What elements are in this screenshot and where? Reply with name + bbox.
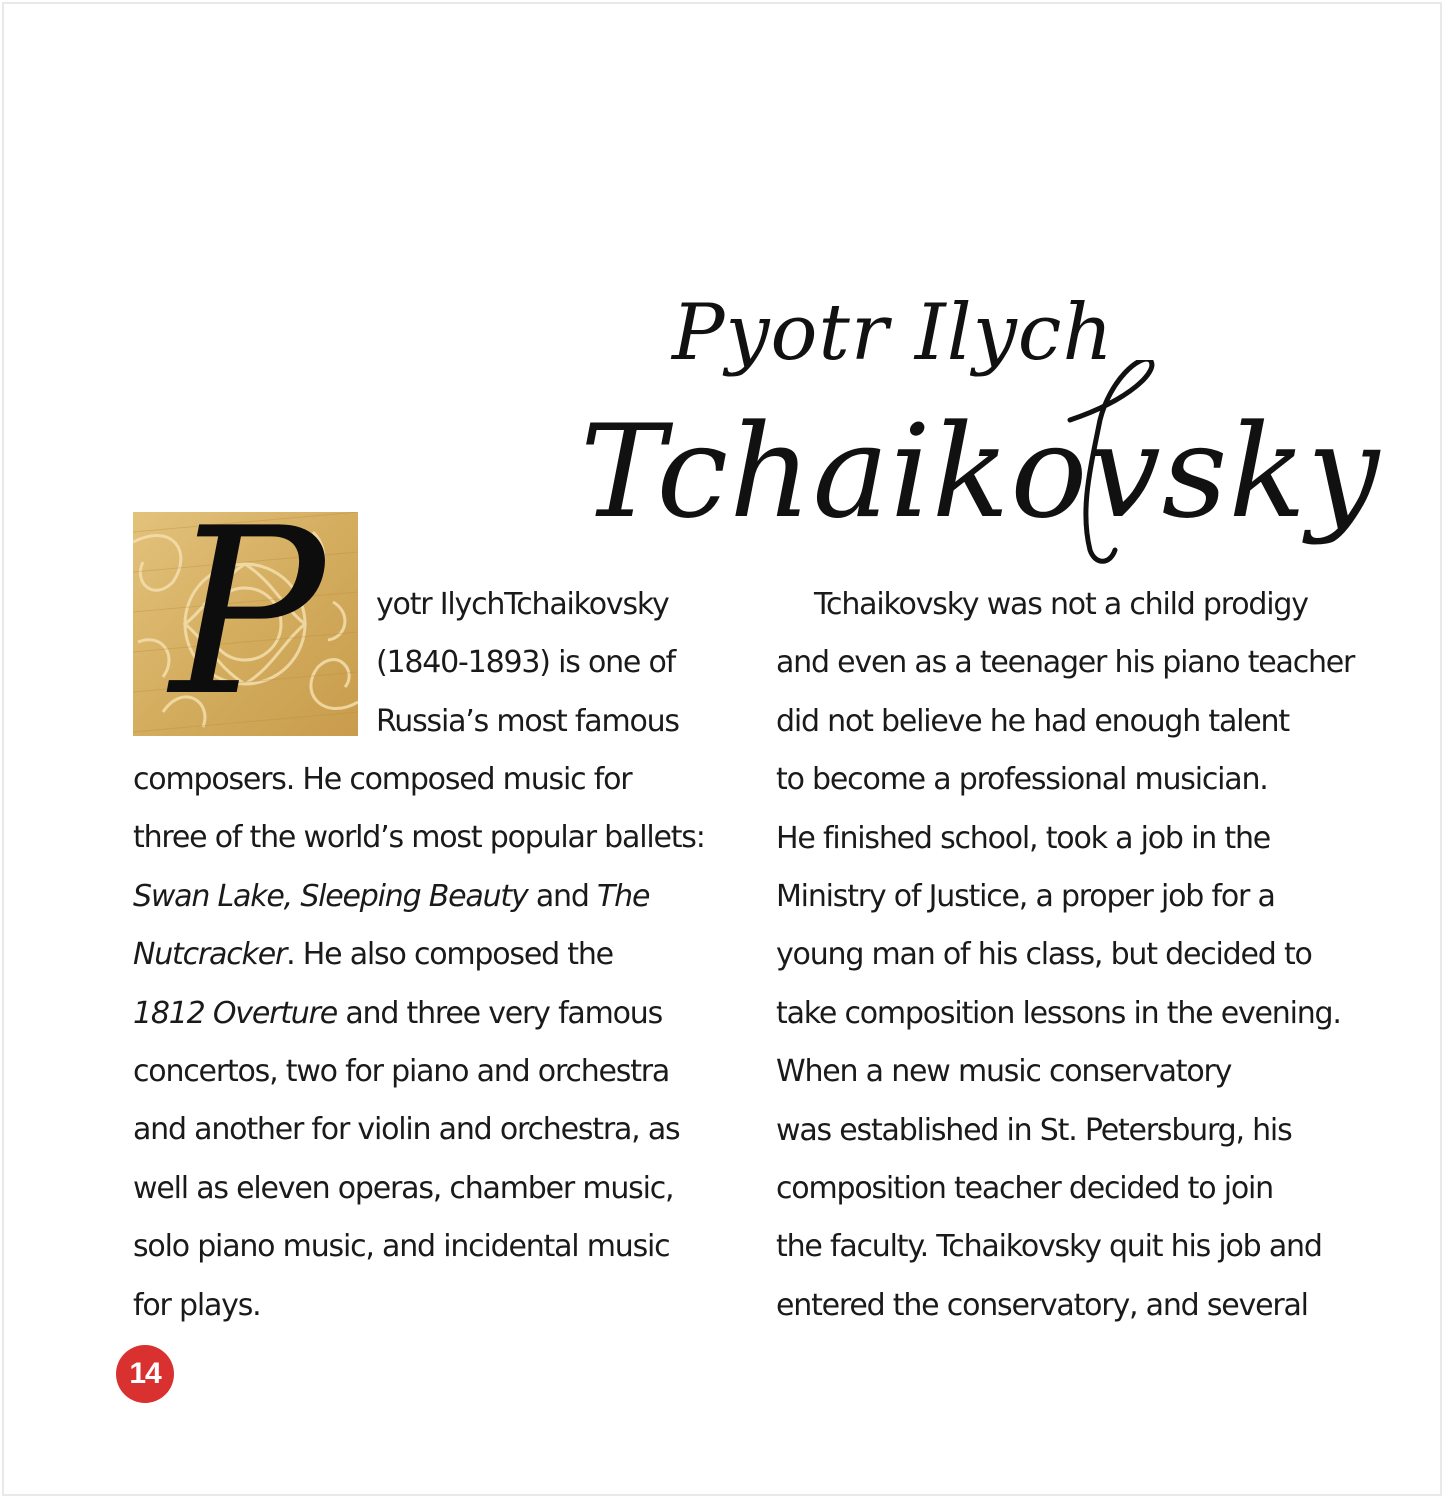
text-line: He finished school, took a job in the xyxy=(776,820,1271,856)
text-line: yotr IlychTchaikovsky xyxy=(376,587,669,622)
left-column-body xyxy=(133,751,705,1335)
right-column-body xyxy=(776,576,1354,1335)
text-line: was established in St. Petersburg, his xyxy=(776,1112,1292,1148)
title-swash-ornament xyxy=(1010,360,1170,570)
text-line: the faculty. Tchaikovsky quit his job and xyxy=(776,1229,1322,1265)
text-line-nutcracker xyxy=(133,926,705,984)
text-line: concertos, two for piano and orchestra xyxy=(133,1054,670,1090)
ballet-titles: Swan Lake, Sleeping Beauty xyxy=(133,878,528,914)
text-line: entered the conservatory, and several xyxy=(776,1287,1308,1323)
text-line: three of the world’s most popular ballets: xyxy=(133,820,705,856)
dropcap-letter: P xyxy=(170,512,325,736)
text-line: and another for violin and orchestra, as xyxy=(133,1112,680,1148)
title-last-name: Tchaikovsky xyxy=(580,398,1381,547)
conjunction: and xyxy=(527,878,598,914)
text-fragment: . He also composed the xyxy=(286,937,613,973)
text-line-overture xyxy=(133,985,705,1043)
text-line: composition teacher decided to join xyxy=(776,1171,1273,1207)
text-line-ballets xyxy=(133,868,705,926)
text-line: (1840-1893) is one of xyxy=(376,645,676,681)
title-first-name: Pyotr Ilych xyxy=(672,288,1114,378)
text-line: composers. He composed music for xyxy=(133,762,632,797)
text-line: young man of his class, but decided to xyxy=(776,937,1312,973)
text-fragment: and three very famous xyxy=(337,995,663,1031)
ballet-title-end: Nutcracker xyxy=(133,937,287,973)
dropcap-tile xyxy=(133,512,358,736)
left-column-intro xyxy=(376,576,679,751)
text-line: When a new music conservatory xyxy=(776,1054,1232,1090)
text-line: to become a professional musician. xyxy=(776,762,1268,798)
text-line: and even as a teenager his piano teacher xyxy=(776,645,1355,681)
overture-title: 1812 Overture xyxy=(133,995,338,1031)
text-line: well as eleven operas, chamber music, xyxy=(133,1170,674,1206)
text-line: solo piano music, and incidental music xyxy=(133,1229,670,1265)
text-line: take composition lessons in the evening. xyxy=(776,995,1341,1031)
page-number-badge: 14 xyxy=(116,1345,174,1403)
ballet-title-start: The xyxy=(597,878,650,914)
text-line: for plays. xyxy=(133,1287,261,1323)
text-line: did not believe he had enough talent xyxy=(776,703,1289,739)
text-line-indented: Tchaikovsky was not a child prodigy xyxy=(814,587,1308,622)
text-line: Ministry of Justice, a proper job for a xyxy=(776,879,1275,915)
text-line: Russia’s most famous xyxy=(376,703,679,739)
